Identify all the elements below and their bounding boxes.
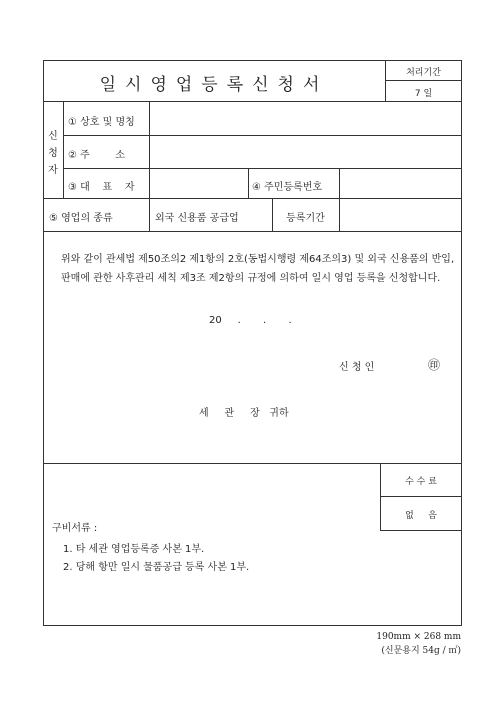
business-type-value: 외국 신용품 공급업 <box>155 213 239 224</box>
declaration-line-2: 판매에 관한 사후관리 세칙 제3조 제2항의 규정에 의하여 일시 영업 등록을 신청합니다. <box>61 273 441 284</box>
form-title: 일시영업등록신청서 <box>99 75 329 95</box>
seal-mark: ㊞ <box>428 358 441 372</box>
paper-type-note: (신문용지 54g / ㎡) <box>381 646 461 656</box>
fee-value: 없 음 <box>405 511 437 521</box>
addressee-customs: 세 관 장 귀하 <box>199 408 289 419</box>
application-date: 20 . . . <box>209 315 292 326</box>
fee-label: 수 수 료 <box>405 477 437 487</box>
representative-field[interactable] <box>150 169 248 198</box>
required-document-item-1: 1. 타 세관 영업등록증 사본 1부. <box>63 544 205 555</box>
company-name-label: ① 상호 및 명칭 <box>68 117 135 128</box>
applicant-vertical-label <box>43 128 63 179</box>
required-document-item-2: 2. 당해 항만 일시 물품공급 등록 사본 1부. <box>63 562 250 573</box>
applicant-signature-field[interactable] <box>380 352 425 374</box>
company-name-field[interactable] <box>150 102 461 135</box>
address-field[interactable] <box>150 136 461 168</box>
applicant-signature-label: 신 청 인 <box>339 362 375 373</box>
registration-period-field[interactable] <box>340 199 461 231</box>
business-type-label: ⑤ 영업의 종류 <box>49 213 113 224</box>
resident-number-field[interactable] <box>340 169 461 198</box>
applicant-char-2: 청 <box>48 148 58 159</box>
applicant-char-3: 자 <box>48 165 58 176</box>
representative-label: ③ 대 표 자 <box>68 182 135 193</box>
processing-period-label: 처리기간 <box>406 68 441 78</box>
resident-number-label: ④ 주민등록번호 <box>252 182 323 193</box>
registration-period-label: 등록기간 <box>286 213 325 224</box>
address-label: ② 주 소 <box>68 150 125 161</box>
applicant-char-1: 신 <box>48 131 58 142</box>
paper-size-note: 190mm × 268 mm <box>376 632 461 642</box>
declaration-line-1: 위와 같이 관세법 제50조의2 제1항의 2호(동법시행령 제64조의3) 및 외국 신용품의 반입, <box>61 254 455 265</box>
processing-period-value: 7 일 <box>414 89 433 99</box>
required-documents-header: 구비서류 : <box>52 523 98 534</box>
